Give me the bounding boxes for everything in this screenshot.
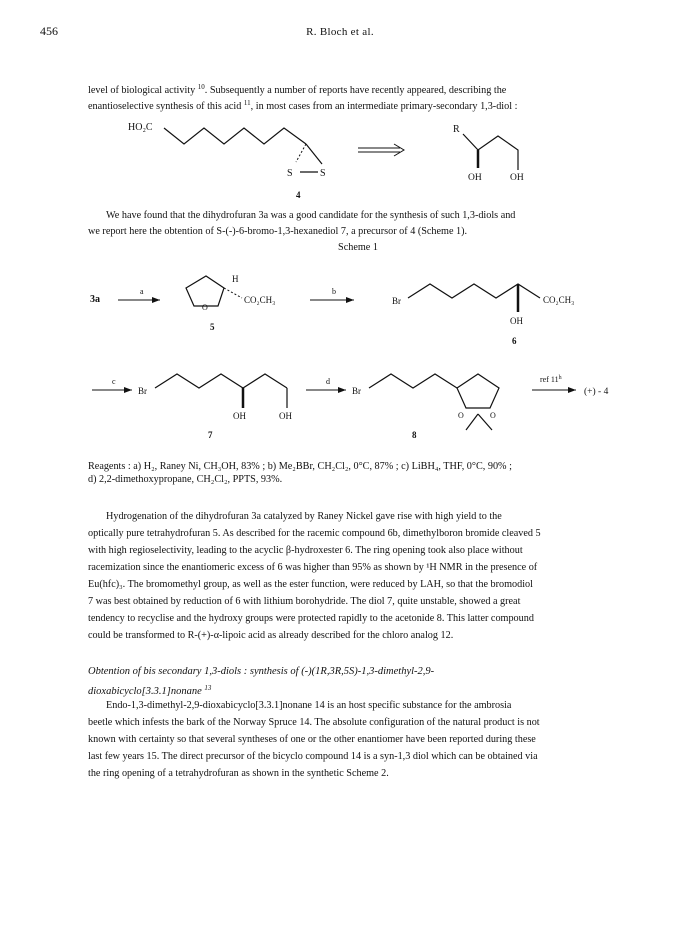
oh-7b: OH (279, 411, 292, 421)
scheme1-title: Scheme 1 (338, 242, 378, 253)
ref-10: 10 (197, 83, 205, 91)
ref-label: ref 11$^h$ (540, 375, 562, 384)
arrow-b-head (346, 297, 354, 303)
page-number: 456 (40, 24, 58, 38)
para2-line-1: We have found that the dihydrofuran 3a was a good candidate for the synthesis of such 1,3-diols and (106, 210, 516, 221)
reagent-b: b (332, 287, 336, 296)
compound-3a: 3a (90, 294, 100, 305)
intro-text-1b: . Subsequently a number of reports have recently appeared, describing the (204, 85, 507, 96)
methyl-bond-1 (466, 414, 478, 430)
scheme-lipoic-acid (0, 110, 680, 200)
chain-7 (155, 374, 287, 388)
compound-7: 7 (208, 430, 213, 440)
product-label: (+) - 4 (584, 387, 609, 397)
label-oh2: OH (510, 173, 524, 183)
diol-chain (463, 134, 518, 170)
reagent-c: c (112, 377, 116, 386)
label-r: R (453, 124, 460, 135)
compound-6: 6 (512, 336, 517, 346)
thf-ring (186, 276, 224, 306)
ester-5: CO₂CH₃ (244, 295, 276, 305)
para3-line: with high regioselectivity, leading to the acyclic β-hydroxester 6. The ring opening took also place without (88, 545, 523, 556)
oh-6: OH (510, 316, 523, 326)
section-heading-text: dioxabicyclo[3.3.1]nonane (88, 686, 202, 697)
chain-bonds (164, 128, 306, 144)
label-h: H (232, 274, 239, 284)
arrow-a-head (152, 297, 160, 303)
ester-6: CO₂CH₃ (543, 295, 575, 305)
para4-line: the ring opening of a tetrahydrofuran as shown in the synthetic Scheme 2. (88, 768, 389, 779)
para4-line: Endo-1,3-dimethyl-2,9-dioxabicyclo[3.3.1]nonane 14 is an host specific substance for the ambrosia (106, 700, 512, 711)
reagents-line-1: Reagents : a) H₂, Raney Ni, CH₃OH, 83% ; b) Me₂BBr, CH₂Cl₂, 0°C, 87% ; c) LiBH₄, THF, 0°C, 90% ; (88, 461, 512, 472)
chain-6 (408, 284, 540, 298)
ref-11: 11 (243, 99, 251, 107)
arrow-c-head (124, 387, 132, 393)
br-7: Br (138, 386, 147, 396)
para3-line: tendency to recyclise and the hydroxy groups were protected rapidly to the acetonide 8. This latter compound (88, 613, 534, 624)
chain-8 (369, 374, 457, 388)
section-ref: 13 (204, 684, 212, 692)
label-s1: S (287, 168, 293, 179)
oh-7a: OH (233, 411, 246, 421)
intro-text-2b: , in most cases from an intermediate primary-secondary 1,3-diol : (250, 101, 518, 112)
reagent-d: d (326, 377, 330, 386)
dioxane-ring (457, 374, 499, 408)
reagent-a: a (140, 287, 144, 296)
arrow-final-head (568, 387, 576, 393)
thf-side-bond (224, 288, 242, 298)
br-8: Br (352, 386, 361, 396)
para4-line: beetle which infests the bark of the Norway Spruce 14. The absolute configuration of the natural product is not (88, 717, 540, 728)
para3-line: could be transformed to R-(+)-α-lipoic acid as already described for the chloro analog 12. (88, 630, 454, 641)
para3-line: racemization since the enantiomeric excess of 6 was higher than 95% as shown by ¹H NMR in the presence of (88, 562, 538, 573)
label-ho2c: HO₂C (128, 122, 153, 133)
section-heading-line-2 (88, 680, 628, 700)
compound-5: 5 (210, 322, 215, 332)
para3-line: 7 was best obtained by reduction of 6 with lithium borohydride. The diol 7, quite unstable, showed a great (88, 596, 521, 607)
para4-line: last few years 15. The direct precursor of the bicyclo compound 14 is a syn-1,3 diol which can be obtained via (88, 751, 538, 762)
ring-o-1: O (458, 411, 464, 420)
ring-o: O (202, 303, 208, 312)
br-6: Br (392, 296, 401, 306)
stereo-bond (296, 144, 306, 162)
label-oh1: OH (468, 173, 482, 183)
compound-4: 4 (296, 190, 301, 200)
scheme-1 (0, 258, 680, 458)
ring-o-2: O (490, 411, 496, 420)
intro-text-1: level of biological activity (88, 85, 196, 96)
running-header-authors: R. Bloch et al. (306, 26, 374, 38)
arrow-head (394, 144, 404, 156)
section-heading-line-1: Obtention of bis secondary 1,3-diols : synthesis of (-)(1R,3R,5S)-1,3-dimethyl-2,9- (88, 666, 435, 677)
label-s2: S (320, 168, 326, 179)
compound-8: 8 (412, 430, 417, 440)
para3-line: Hydrogenation of the dihydrofuran 3a catalyzed by Raney Nickel gave rise with high yield to the (106, 511, 502, 522)
arrow-d-head (338, 387, 346, 393)
intro-text-2: enantioselective synthesis of this acid (88, 101, 242, 112)
para4-line: known with certainty so that several syntheses of one or the other enantiomer have been reported during these (88, 734, 536, 745)
para3-line: Eu(hfc)₃. The bromomethyl group, as well as the ester function, were reduced by LAH, so that the bromodiol (88, 579, 533, 590)
para2-line-2: we report here the obtention of S-(-)-6-bromo-1,3-hexanediol 7, a precursor of 4 (Scheme 1). (88, 226, 468, 237)
para3-line: optically pure tetrahydrofuran 5. As described for the racemic compound 6b, dimethylboron bromide cleaved 5 (88, 528, 541, 539)
reagents-line-2: d) 2,2-dimethoxypropane, CH₂Cl₂, PPTS, 93%. (88, 474, 283, 485)
ring-bond (306, 144, 322, 164)
